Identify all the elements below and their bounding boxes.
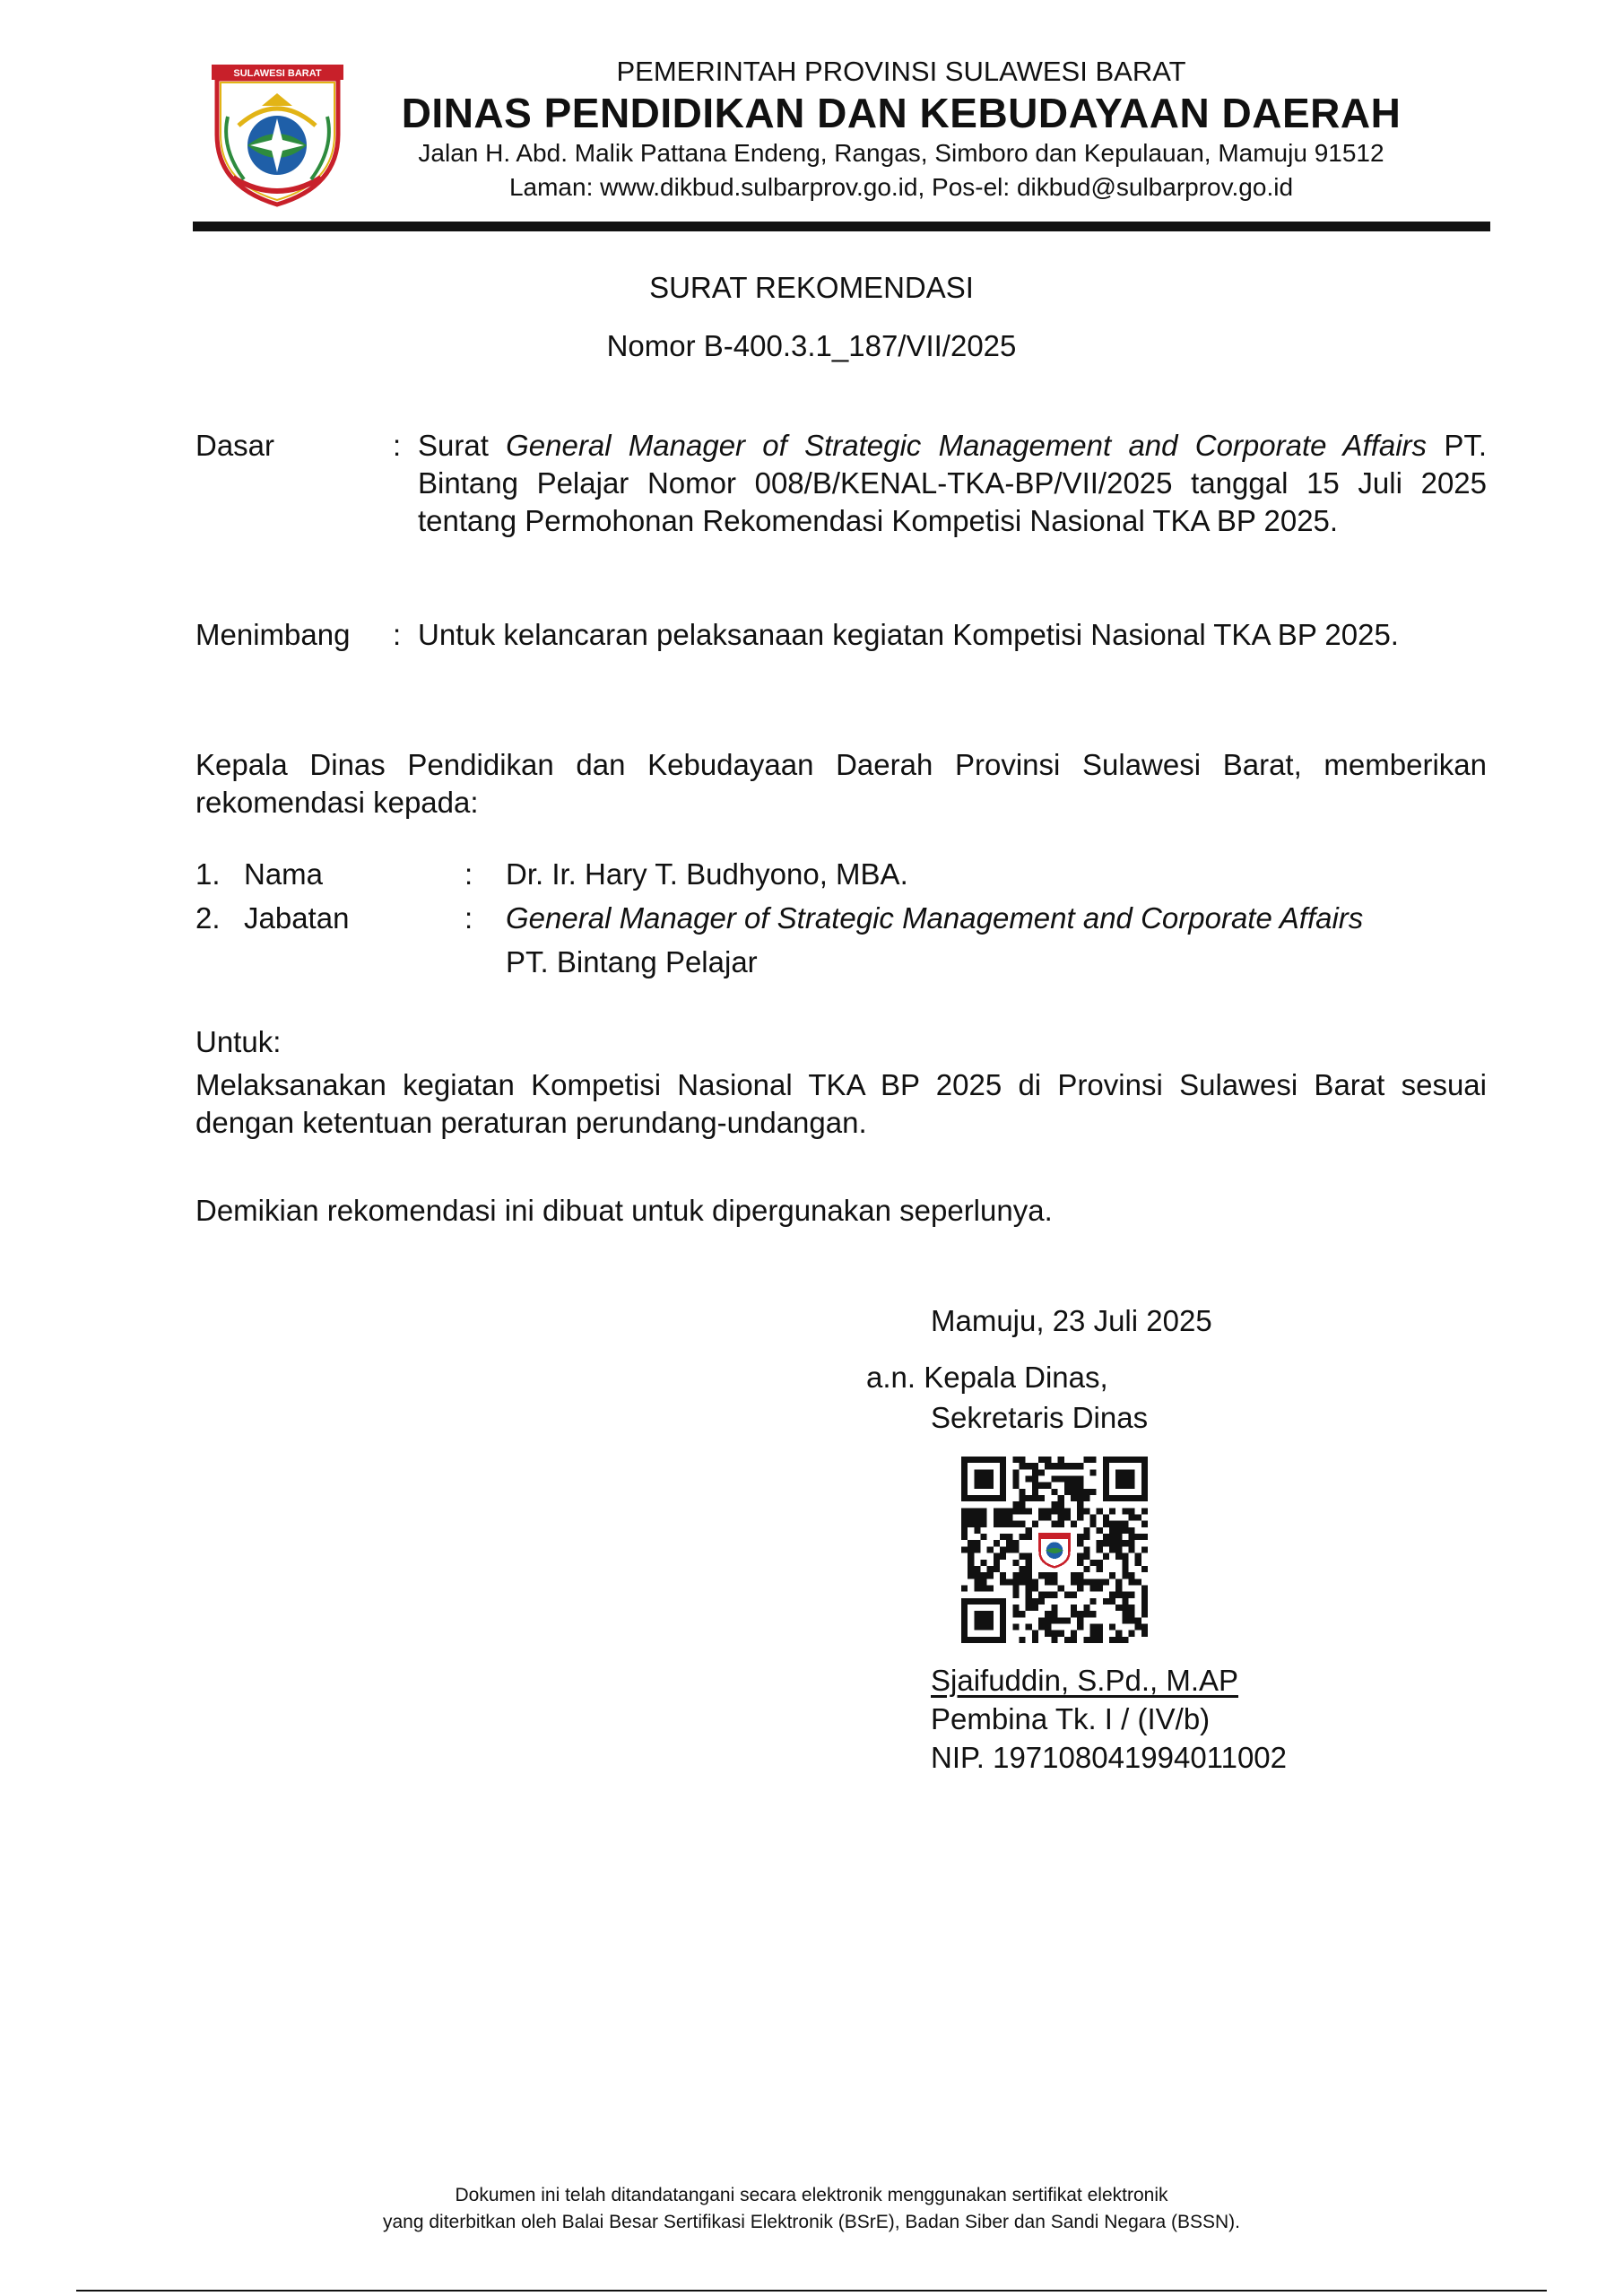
- footer-divider: [76, 2290, 1547, 2292]
- recipient-item-number: 2.: [195, 901, 221, 935]
- svg-text:SULAWESI BARAT: SULAWESI BARAT: [233, 68, 322, 79]
- closing-sentence: Demikian rekomendasi ini dibuat untuk dipergunakan seperlunya.: [195, 1194, 1053, 1227]
- recipient-item-number: 1.: [195, 857, 221, 891]
- dasar-text-italic: General Manager of Strategic Management and Corporate Affairs: [506, 429, 1428, 462]
- letterhead-divider: [193, 222, 1490, 231]
- recipient-name-value: Dr. Ir. Hary T. Budhyono, MBA.: [506, 857, 908, 891]
- dasar-label: Dasar: [195, 429, 275, 462]
- signature-place-date: Mamuju, 23 Juli 2025: [931, 1304, 1212, 1337]
- untuk-text: Melaksanakan kegiatan Kompetisi Nasional TKA BP 2025 di Provinsi Sulawesi Barat sesuai dengan ketentuan peraturan perundang-undangan.: [195, 1068, 1487, 1139]
- province-emblem-logo: [208, 63, 347, 208]
- document-number: Nomor B-400.3.1_187/VII/2025: [606, 329, 1017, 362]
- dasar-colon: :: [393, 429, 402, 462]
- menimbang-label: Menimbang: [195, 618, 351, 651]
- dasar-text-prefix: Surat: [418, 429, 507, 462]
- letterhead-government-name: PEMERINTAH PROVINSI SULAWESI BARAT: [616, 56, 1186, 87]
- dasar-text-rest: PT. Bintang Pelajar Nomor 008/B/KENAL-TKA-BP/VII/2025 tanggal 15 Juli 2025 tentang Permohonan Rekomendasi Kompetisi Nasional TKA BP 2025.: [418, 429, 1487, 537]
- dasar-text: [418, 427, 1487, 540]
- recipient-name-colon: :: [464, 857, 473, 891]
- footer-bsre-note: yang diterbitkan oleh Balai Besar Sertifikasi Elektronik (BSrE), Badan Siber dan Sandi Negara (BSSN).: [383, 2212, 1240, 2232]
- signatory-rank: Pembina Tk. I / (IV/b): [931, 1702, 1211, 1735]
- footer-e-signature-note: Dokumen ini telah ditandatangani secara elektronik menggunakan sertifikat elektronik: [455, 2185, 1168, 2205]
- menimbang-text: Untuk kelancaran pelaksanaan kegiatan Kompetisi Nasional TKA BP 2025.: [418, 618, 1399, 651]
- intro-paragraph: Kepala Dinas Pendidikan dan Kebudayaan Daerah Provinsi Sulawesi Barat, memberikan rekomendasi kepada:: [195, 748, 1487, 819]
- signatory-name: Sjaifuddin, S.Pd., M.AP: [931, 1664, 1239, 1697]
- untuk-label: Untuk:: [195, 1025, 282, 1058]
- signatory-nip: NIP. 197108041994011002: [931, 1741, 1287, 1774]
- recipient-position-colon: :: [464, 901, 473, 935]
- e-signature-qr-code: [961, 1457, 1148, 1643]
- signature-position: Sekretaris Dinas: [931, 1401, 1149, 1434]
- recipient-position-company: PT. Bintang Pelajar: [506, 945, 758, 978]
- letterhead-office-name: DINAS PENDIDIKAN DAN KEBUDAYAAN DAERAH: [401, 90, 1402, 136]
- menimbang-colon: :: [393, 618, 402, 651]
- document-title: SURAT REKOMENDASI: [649, 271, 974, 304]
- letterhead-address: Jalan H. Abd. Malik Pattana Endeng, Rangas, Simboro dan Kepulauan, Mamuju 91512: [418, 139, 1384, 167]
- letterhead-contact: Laman: www.dikbud.sulbarprov.go.id, Pos-el: dikbud@sulbarprov.go.id: [508, 173, 1294, 201]
- signature-on-behalf: a.n. Kepala Dinas,: [866, 1361, 1108, 1394]
- recipient-position-label: Jabatan: [244, 901, 350, 935]
- recipient-name-label: Nama: [244, 857, 324, 891]
- recipient-position-value: General Manager of Strategic Management and Corporate Affairs: [506, 901, 1364, 935]
